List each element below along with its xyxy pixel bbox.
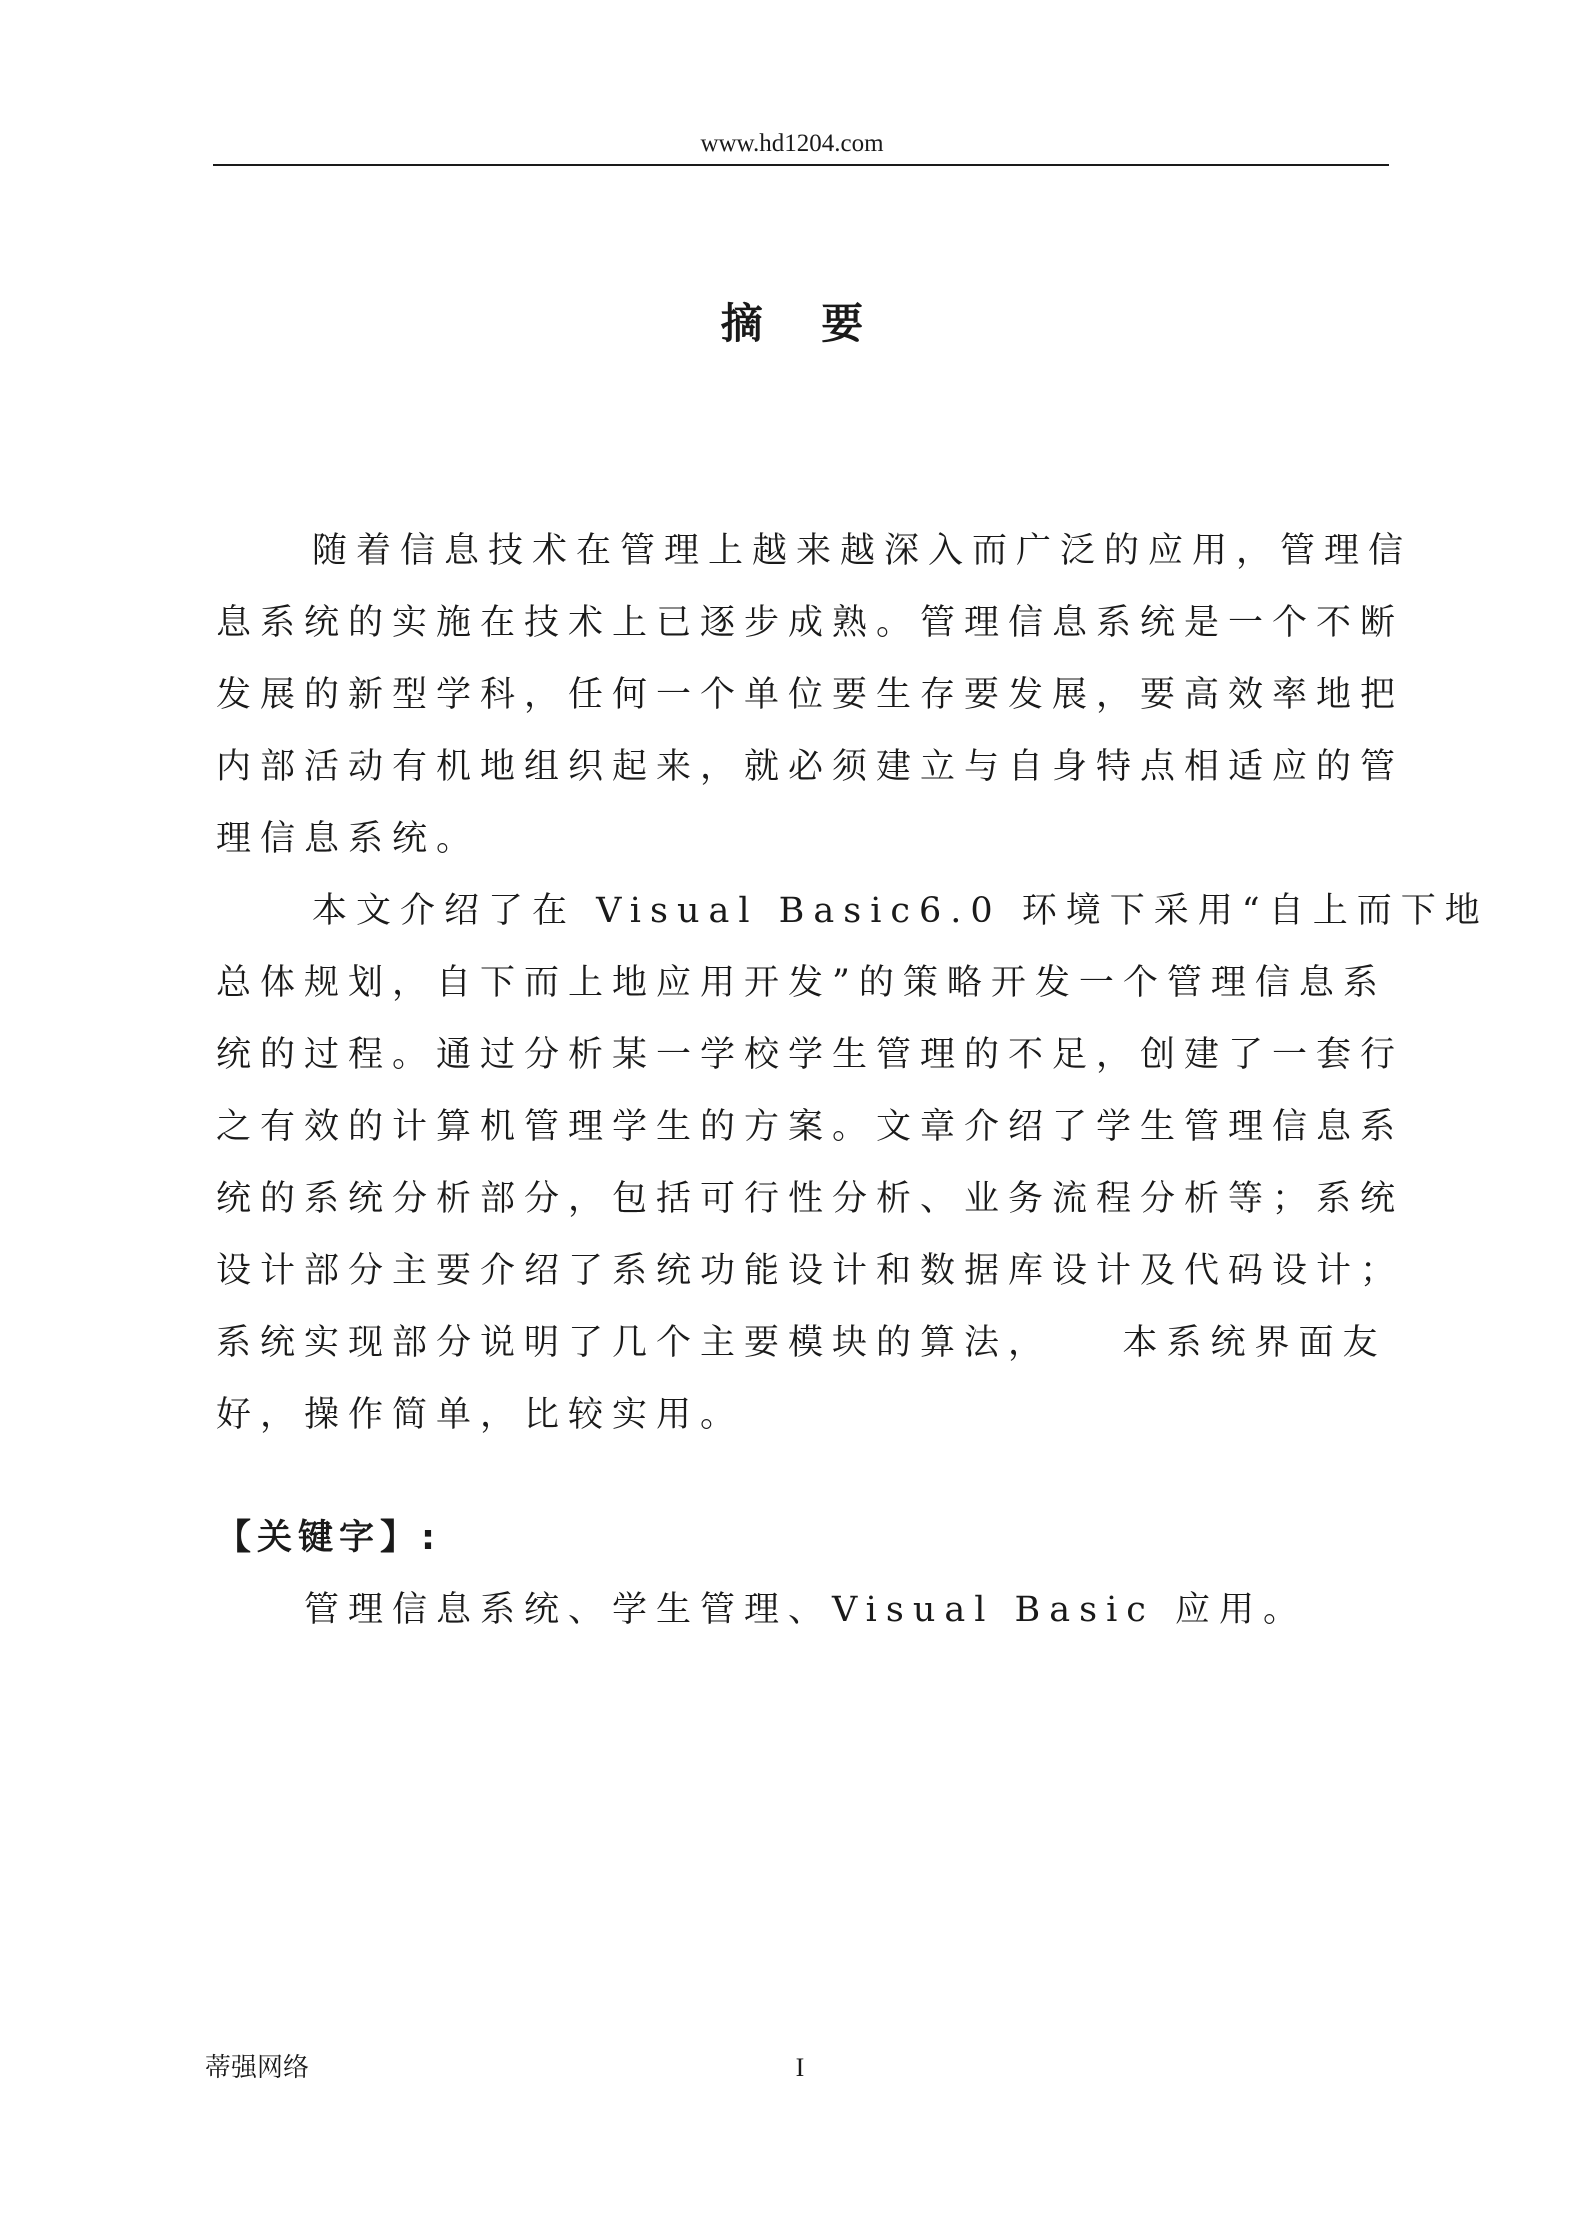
page-title: 摘 要 [720,299,886,348]
abstract-line: 之有效的计算机管理学生的方案。文章介绍了学生管理信息系 [216,1107,1405,1147]
page-number: I [795,2053,805,2082]
keywords-heading: 【关键字】: [216,1518,441,1558]
header-rule [213,164,1389,166]
abstract-line: 统的系统分析部分，包括可行性分析、业务流程分析等；系统 [216,1179,1405,1219]
abstract-line: 好，操作简单，比较实用。 [216,1395,745,1435]
abstract-line: 理信息系统。 [216,819,481,859]
abstract-line: 系统实现部分说明了几个主要模块的算法， 本系统界面友 [216,1323,1387,1363]
abstract-line: 发展的新型学科，任何一个单位要生存要发展，要高效率地把 [216,675,1405,715]
abstract-body [216,515,1489,1451]
abstract-line: 随着信息技术在管理上越来越深入而广泛的应用，管理信 [312,531,1413,571]
keywords-text: 管理信息系统、学生管理、Visual Basic 应用。 [304,1590,1308,1630]
abstract-line: 本文介绍了在 Visual Basic6.0 环境下采用“自上而下地 [312,891,1489,931]
abstract-line: 设计部分主要介绍了系统功能设计和数据库设计及代码设计； [216,1251,1405,1291]
footer-company: 蒂强网络 [205,2053,310,2083]
abstract-line: 统的过程。通过分析某一学校学生管理的不足，创建了一套行 [216,1035,1405,1075]
abstract-line: 总体规划，自下而上地应用开发”的策略开发一个管理信息系 [216,963,1387,1003]
abstract-line: 内部活动有机地组织起来，就必须建立与自身特点相适应的管 [216,747,1405,787]
abstract-line: 息系统的实施在技术上已逐步成熟。管理信息系统是一个不断 [216,603,1405,643]
header-url: www.hd1204.com [700,130,884,157]
